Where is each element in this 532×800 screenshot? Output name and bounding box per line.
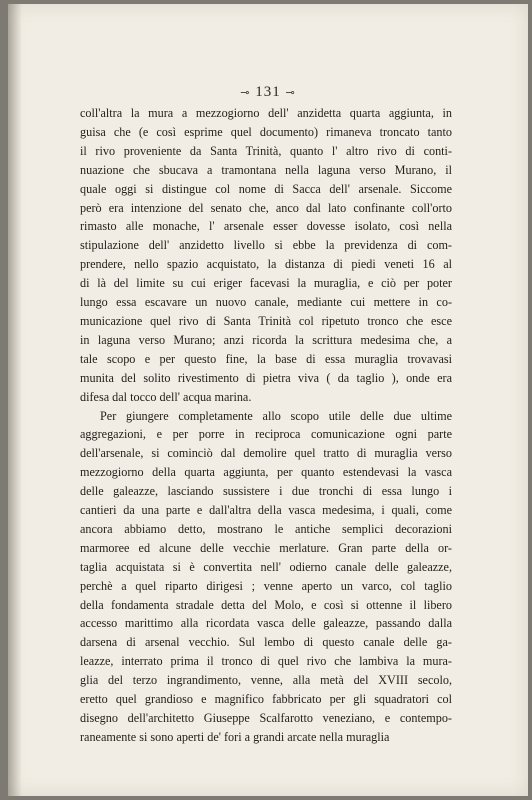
paragraph-2 bbox=[80, 407, 452, 747]
text-line: munita del solito rivestimento di pietra viva ( da taglio ), onde era bbox=[80, 370, 452, 385]
text-line: in laguna verso Murano; anzi ricorda la scrittura medesima che, a bbox=[80, 332, 452, 347]
text-line: tale scopo e per questo fine, la base di essa muraglia trovavasi bbox=[80, 351, 452, 366]
text-line: cantieri da una parte e dall'altra della vasca medesima, i quali, come bbox=[80, 503, 452, 518]
page-header bbox=[8, 84, 528, 101]
text-line: della fondamenta stradale detta del Molo, e così si ottenne il libero bbox=[80, 597, 452, 612]
text-line: difesa dal tocco dell' acqua marina. bbox=[80, 389, 252, 404]
text-line: delle galeazze, lasciando sussistere i due tronchi di essa lungo i bbox=[80, 484, 452, 499]
text-line: di là del limite su cui eriger facevasi la muraglia, e ciò per poter bbox=[80, 276, 452, 291]
text-line: lungo essa escavare un nuovo canale, mediante cui mettere in co- bbox=[80, 295, 452, 310]
text-line: aggregazioni, e per porre in reciproca comunicazione ogni parte bbox=[80, 427, 452, 442]
text-line: rimasto alle monache, l' arsenale esser dovesse isolato, così nella bbox=[80, 219, 452, 234]
page-number: 131 bbox=[255, 84, 281, 100]
text-line: coll'altra la mura a mezzogiorno dell' anzidetta quarta aggiunta, in bbox=[80, 106, 452, 120]
text-line: nuazione che sbucava a tramontana nella laguna verso Murano, il bbox=[80, 162, 452, 177]
ornament-right-icon: ⊸ bbox=[285, 87, 296, 100]
paragraph-1 bbox=[80, 104, 452, 407]
text-line: mezzogiorno della quarta aggiunta, per quanto estendevasi la vasca bbox=[80, 465, 452, 480]
text-line: il rivo proveniente da Santa Trinità, quanto l' altro rivo di conti- bbox=[80, 143, 452, 158]
text-line: eretto quel grandioso e magnifico fabbricato per gli squadratori col bbox=[80, 692, 452, 707]
page-spine-shadow bbox=[8, 4, 22, 796]
text-line: dell'arsenale, si cominciò dal demolire quel tratto di muraglia verso bbox=[80, 446, 452, 461]
text-line: marmoree ed alcune delle vecchie merlature. Gran parte della or- bbox=[80, 540, 452, 555]
text-line: stipulazione dell' anzidetto livello si ebbe la previdenza di com- bbox=[80, 238, 452, 253]
text-line: ancora abbiamo detto, mostrano le antiche semplici decorazioni bbox=[80, 521, 452, 536]
text-line: però era intenzione del senato che, anco dal lato confinante coll'orto bbox=[80, 200, 452, 215]
text-line: taglia acquistata si è convertita nell' odierno canale delle galeazze, bbox=[80, 559, 452, 574]
text-line: prendere, nello spazio acquistato, la distanza di piedi veneti 16 al bbox=[80, 257, 452, 272]
text-line: accesso marittimo alla ricordata vasca delle galeazze, passando dalla bbox=[80, 616, 452, 631]
text-line: municazione quel rivo di Santa Trinità col ripetuto tronco che esce bbox=[80, 313, 452, 328]
text-line: raneamente si sono aperti de' fori a grandi arcate nella muraglia bbox=[80, 729, 390, 744]
text-line: guisa che (e così esprime quel documento) rimaneva troncato tanto bbox=[80, 124, 452, 139]
text-line: perchè a quel riparto dirigesi ; venne aperto un varco, col taglio bbox=[80, 578, 452, 593]
ornament-left-icon: ⊸ bbox=[240, 87, 251, 100]
text-line: quale oggi si distingue col nome di Sacca dell' arsenale. Siccome bbox=[80, 181, 452, 196]
book-page bbox=[8, 4, 528, 796]
text-line: darsena di arsenal vecchio. Sul lembo di questo canale delle ga- bbox=[80, 635, 452, 650]
text-line: Per giungere completamente allo scopo utile delle due ultime bbox=[100, 408, 452, 423]
text-line: leazze, interrato prima il tronco di quel rivo che lambiva la mura- bbox=[80, 654, 452, 669]
text-line: glia del terzo ingrandimento, venne, alla metà del XVIII secolo, bbox=[80, 673, 452, 688]
body-text bbox=[80, 104, 452, 747]
text-line: disegno dell'architetto Giuseppe Scalfarotto veneziano, e contempo- bbox=[80, 711, 452, 725]
